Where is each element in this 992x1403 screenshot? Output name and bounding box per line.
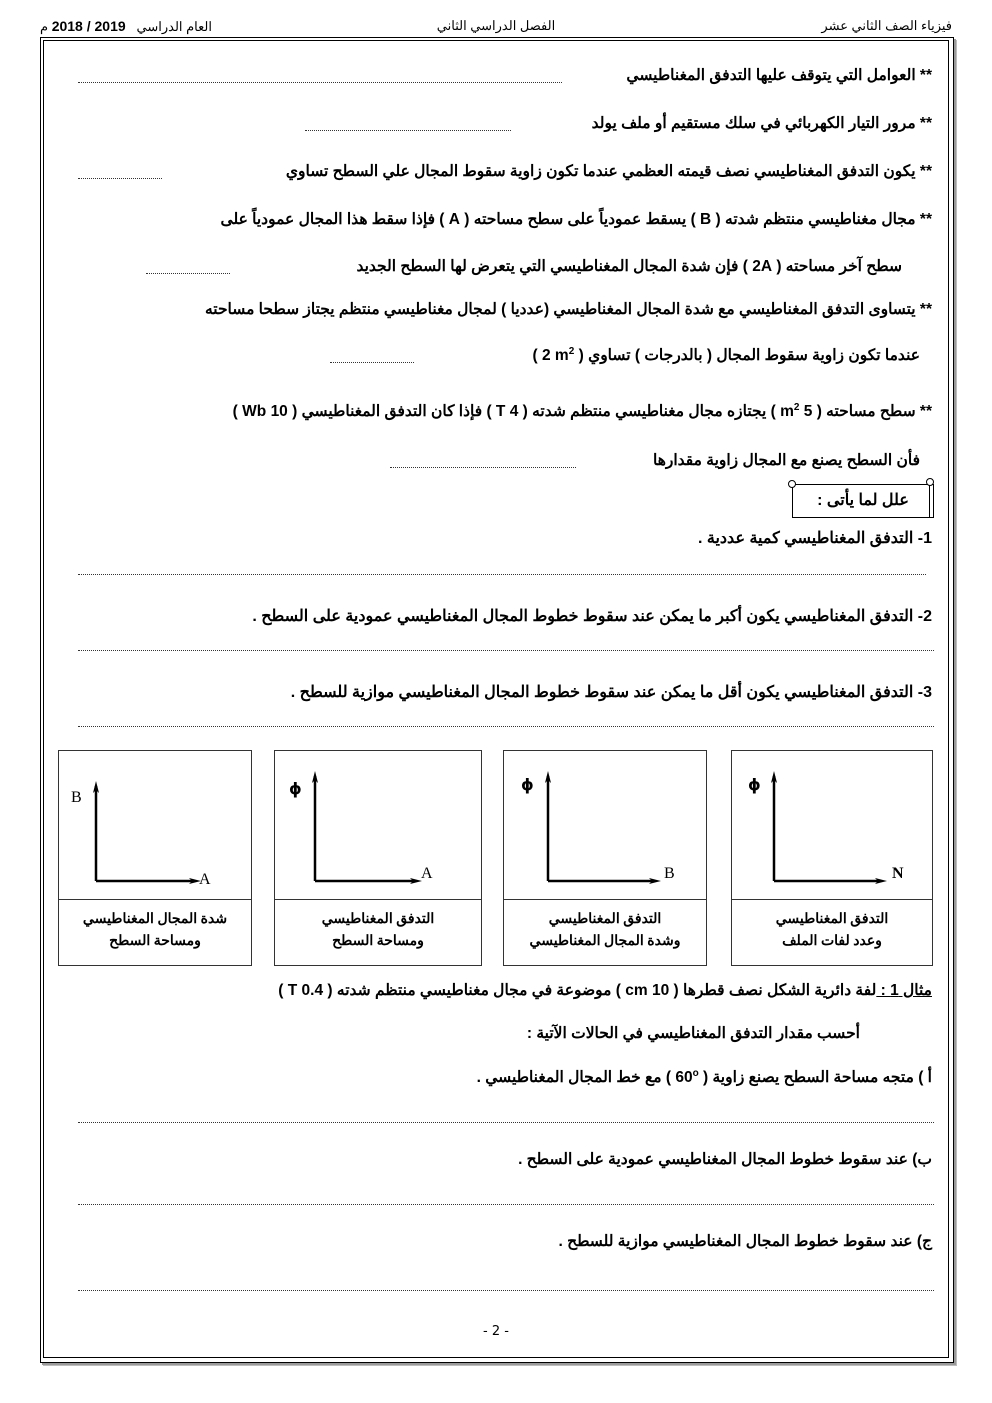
bullet-stars: ** [915,403,932,421]
explain-item-1 [698,528,932,548]
case-label: أ ) [918,1069,932,1087]
answer-blank[interactable] [78,176,162,179]
answer-blank[interactable] [78,572,926,575]
item-text: التدفق المغناطيسي يكون أكبر ما يمكن عند سقوط خطوط المجال المغناطيسي عمودية على السطح . [252,608,914,625]
fill-in-question-5-line2 [533,346,920,365]
caption-line: ومساحة السطح [332,934,424,949]
answer-blank[interactable] [78,724,934,727]
caption-line: وشدة المجال المغناطيسي [529,934,681,949]
year-label: العام الدراسي [136,19,212,34]
fill-in-question-2 [592,114,932,133]
axes-icon [59,751,251,899]
question-text: سطح مساحته ( 5 m [780,403,916,421]
graph-phi-vs-b [503,750,707,966]
x-axis-label: B [664,865,675,882]
fill-in-question-6 [233,402,932,421]
question-text: العوامل التي يتوقف عليها التدفق المغناطيسي [626,67,916,84]
question-text: مجال مغناطيسي منتظم شدته ( B ) يسقط عمودياً على سطح مساحته ( A ) فإذا سقط هذا المجال عمودياً على [220,211,916,228]
fill-in-question-3 [286,162,932,181]
scroll-curl-icon [788,480,796,488]
answer-blank[interactable] [78,80,562,83]
question-text: يكون التدفق المغناطيسي نصف قيمته العظمي عندما تكون زاوية سقوط المجال علي السطح تساوي [285,163,916,180]
case-text: ) مع خط المجال المغناطيسي . [476,1069,676,1087]
case-text: عند سقوط خطوط المجال المغناطيسي موازية للسطح . [558,1233,917,1250]
graph-plot-area[interactable] [275,751,481,900]
item-text: التدفق المغناطيسي كمية عددية . [698,530,914,547]
degree-symbol: o [692,1068,699,1079]
case-label: ج) [916,1233,932,1250]
item-number: 2- [917,608,932,625]
question-text: مرور التيار الكهربائي في سلك مستقيم أو ملف يولد [591,115,916,132]
example-case-a [477,1068,932,1087]
graph-caption [732,901,932,971]
graph-phi-vs-a [274,750,482,966]
y-axis-label: ϕ [748,775,761,794]
answer-blank[interactable] [305,128,511,131]
item-number: 3- [917,684,932,701]
example-1-statement [278,981,932,1000]
answer-blank[interactable] [78,648,934,651]
bullet-stars: ** [915,115,932,132]
caption-line: ومساحة السطح [109,934,201,949]
graph-plot-area[interactable] [504,751,706,900]
item-text: التدفق المغناطيسي يكون أقل ما يمكن عند سقوط خطوط المجال المغناطيسي موازية للسطح . [290,684,914,701]
y-axis-label: B [71,789,82,806]
fill-in-question-4 [221,210,932,229]
answer-blank[interactable] [146,271,230,274]
question-text: ) يجتازه مجال مغناطيسي منتظم شدته ( 4 T ) فإذا كان التدفق المغناطيسي ( 10 Wb ) [232,403,781,421]
fill-in-question-6-line2 [653,451,920,470]
area-value: ( 2 m [532,347,569,365]
graph-caption [59,901,251,971]
subject-text: فيزياء الصف الثاني عشر [821,18,952,33]
y-axis-label: ϕ [521,775,534,794]
example-text: لفة دائرية الشكل نصف قطرها ( 10 cm ) موضوعة في مجال مغناطيسي منتظم شدته ( 0.4 T ) [278,982,877,999]
graph-plot-area[interactable] [59,751,251,900]
fill-in-question-1 [626,66,932,85]
header-year [40,18,212,35]
item-number: 1- [917,530,932,547]
question-text: فأن السطح يصنع مع المجال زاوية مقدارها [652,452,920,469]
example-1-instruction [527,1024,860,1043]
example-label: مثال 1 [890,982,932,999]
year-value: 2018 / 2019 [51,18,126,34]
case-text: عند سقوط خطوط المجال المغناطيسي عمودية على السطح . [518,1151,913,1168]
instruction-text: أحسب مقدار التدفق المغناطيسي في الحالات الآتية : [526,1025,860,1042]
fill-in-question-4-line2 [356,257,902,276]
caption-line: شدة المجال المغناطيسي [82,912,228,927]
year-suffix: م [40,19,49,34]
caption-line: التدفق المغناطيسي [775,912,889,927]
explain-section-title [792,484,934,518]
section-title-text: علل لما يأتى : [817,492,909,509]
question-text: يتساوى التدفق المغناطيسي مع شدة المجال المغناطيسي (عدديا ) لمجال مغناطيسي منتظم يجتاز سطحا مساحته [204,301,916,318]
scroll-curl-icon [926,478,934,486]
caption-line: التدفق المغناطيسي [321,912,435,927]
bullet-stars: ** [915,163,932,180]
graph-plot-area[interactable] [732,751,932,900]
exponent: 2 [568,346,575,357]
fill-in-question-5 [205,300,932,319]
x-axis-label: A [421,865,433,882]
example-colon: : [876,982,891,999]
explain-item-3 [291,682,932,702]
case-label: ب) [912,1151,932,1168]
bullet-stars: ** [915,211,932,228]
bullet-stars: ** [915,67,932,84]
caption-line: وعدد لفات الملف [782,934,882,949]
caption-line: التدفق المغناطيسي [548,912,662,927]
axes-icon [275,751,481,899]
axes-icon [504,751,706,899]
answer-blank[interactable] [390,465,576,468]
x-axis-label: A [199,871,211,888]
example-case-b [518,1150,932,1169]
graph-caption [275,901,481,971]
explain-item-2 [252,606,932,626]
graph-phi-vs-n [731,750,933,966]
exponent: 2 [793,402,800,413]
case-text: متجه مساحة السطح يصنع زاوية ( 60 [675,1069,919,1087]
answer-blank[interactable] [78,1202,934,1205]
page-number: - 2 - [483,1324,509,1339]
graph-caption [504,901,706,971]
question-text: ) عندما تكون زاوية سقوط المجال ( بالدرجات ) تساوي [574,347,920,365]
y-axis-label: ϕ [289,779,302,798]
answer-blank[interactable] [330,360,414,363]
question-text: سطح آخر مساحته ( 2A ) فإن شدة المجال المغناطيسي التي يتعرض لها السطح الجديد [356,258,902,275]
bullet-stars: ** [915,301,932,318]
graph-b-vs-a [58,750,252,966]
semester-text: الفصل الدراسي الثاني [436,18,556,33]
x-axis-label: N [892,865,904,882]
example-case-c [558,1232,932,1251]
answer-blank[interactable] [78,1120,934,1123]
answer-blank[interactable] [78,1288,934,1291]
